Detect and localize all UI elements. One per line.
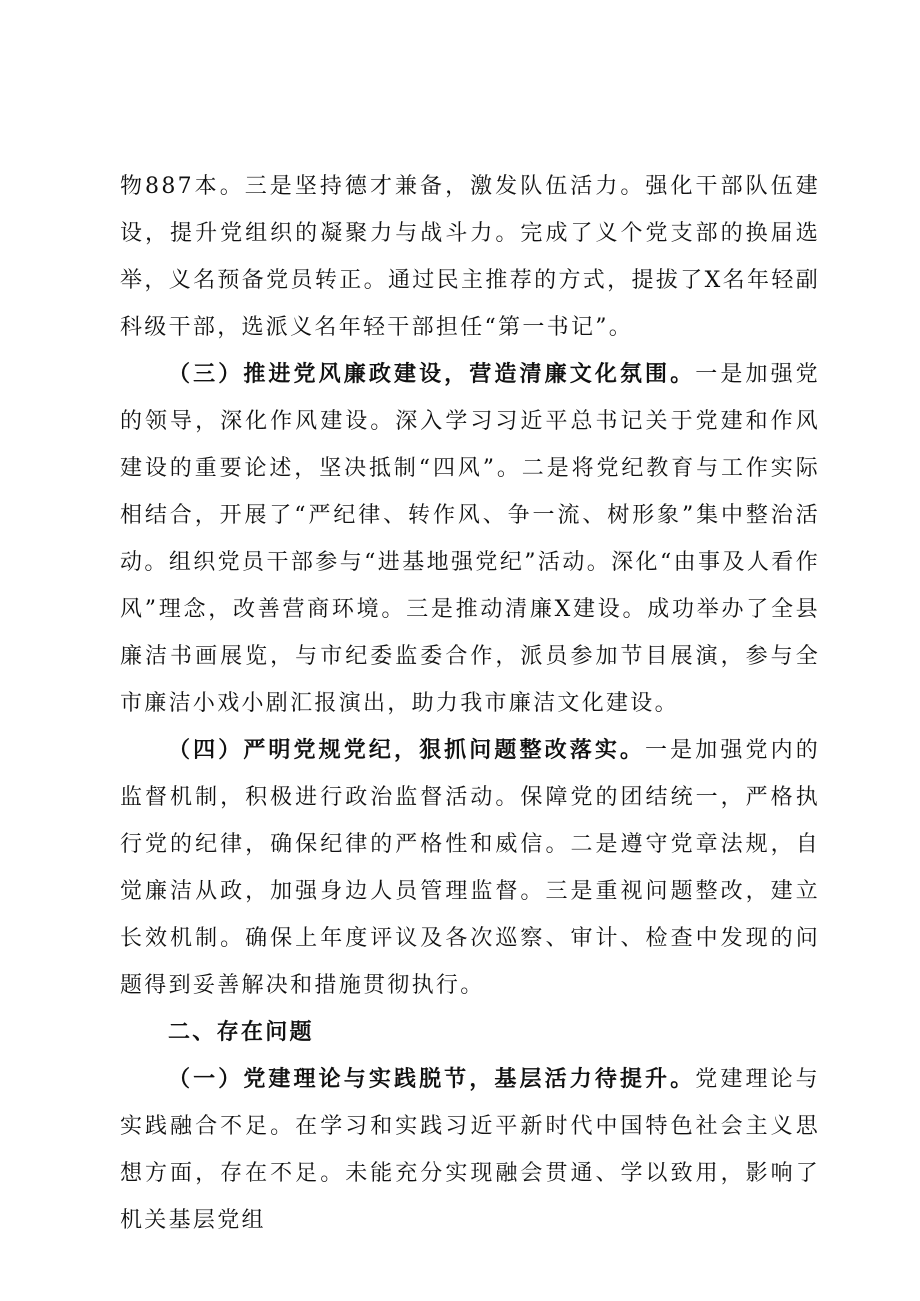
paragraph-body: 物887本。三是坚持德才兼备，激发队伍活力。强化干部队伍建设，提升党组织的凝聚力与战斗力。完成了义个党支部的换届选举，义名预备党员转正。通过民主推荐的方式，提拔了X名年轻副科级干部，选派义名年轻干部担任“第一书记”。 <box>120 174 820 340</box>
paragraph-body: 党建理论与实践融合不足。在学习和实践习近平新时代中国特色社会主义思想方面，存在不足。未能充分实现融会贯通、学以致用，影响了机关基层党组 <box>120 1067 820 1233</box>
paragraph-lead-heading: （四）严明党规党纪，狠抓问题整改落实。 <box>168 738 646 763</box>
paragraph-lead-heading: （一）党建理论与实践脱节，基层活力待提升。 <box>168 1067 696 1092</box>
paragraph-party-discipline <box>120 727 820 1009</box>
paragraph-continued <box>120 163 820 351</box>
paragraph-party-conduct <box>120 351 820 727</box>
paragraph-body: 一是加强党的领导，深化作风建设。深入学习习近平总书记关于党建和作风建设的重要论述，坚决抵制“四风”。二是将党纪教育与工作实际相结合，开展了“严纪律、转作风、争一流、树形象”集中整治活动。组织党员干部参与“进基地强党纪”活动。深化“由事及人看作风”理念，改善营商环境。三是推动清廉X建设。成功举办了全县廉洁书画展览，与市纪委监委合作，派员参加节目展演，参与全市廉洁小戏小剧汇报演出，助力我市廉洁文化建设。 <box>120 362 820 716</box>
paragraph-issue-1 <box>120 1056 820 1244</box>
paragraph-lead-heading: （三）推进党风廉政建设，营造清廉文化氛围。 <box>168 362 696 387</box>
section-heading: 二、存在问题 <box>168 1020 314 1045</box>
paragraph-body: 一是加强党内的监督机制，积极进行政治监督活动。保障党的团结统一，严格执行党的纪律，确保纪律的严格性和威信。二是遵守党章法规，自觉廉洁从政，加强身边人员管理监督。三是重视问题整改，建立长效机制。确保上年度评议及各次巡察、审计、检查中发现的问题得到妥善解决和措施贯彻执行。 <box>120 738 820 998</box>
document-body <box>120 163 820 1244</box>
